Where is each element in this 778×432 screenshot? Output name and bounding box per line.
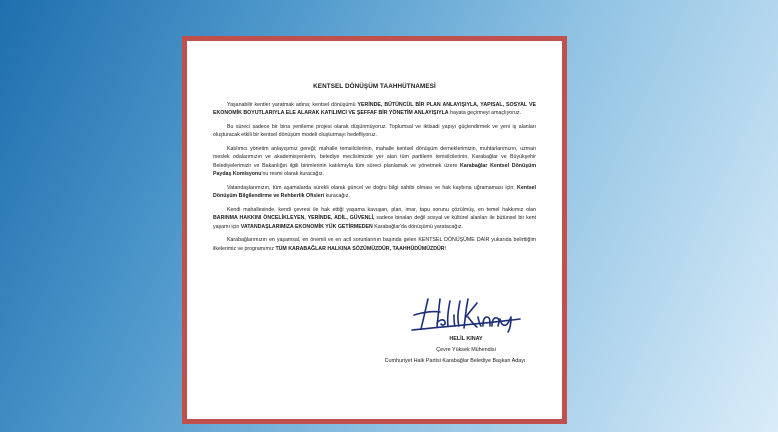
signatory-organization: Cumhuriyet Halk Partisi Karabağlar Belediye Başkan Adayı — [384, 358, 526, 364]
text: hayata geçirmeyi amaçlıyoruz. — [448, 110, 521, 117]
paragraph — [213, 236, 536, 253]
bold-text: TÜM KARABAĞLAR HALKINA SÖZÜMÜZDÜR, TAAHHÜDÜMÜZDÜR — [275, 245, 445, 252]
text: ! — [444, 245, 447, 252]
handwritten-signature — [410, 293, 522, 333]
text: Katılımcı yönetim anlayışımız gereği; mahalle temsilcilerinin, mahalle kentsel dönüşüm derneklerimizin, muhtarlarımızın, uzman meslek odalarımızın ve akademisyenlerin, belediye meclisimizde yer alan tüm partilerin temsilcilerinin, Karabağlar ve Büyükşehir Belediyelerimizir ve Bakanlığın ilgili birimlerinin katılımıyla tüm süreci planlamak ve yönetmek üzere — [213, 146, 536, 169]
paragraph — [213, 206, 536, 231]
bold-text: VATANDAŞLARIMIZA EKONOMİK YÜK GETİRMEDEN — [240, 223, 373, 230]
text: 'nu resmi olarak kuracağız. — [261, 171, 325, 178]
bold-text: BARINMA HAKKINI ÖNCELİKLEYEN, YERİNDE, ADİL, GÜVENLİ, — [213, 215, 375, 222]
text: Vatandaşlarımızın, tüm aşamalarda sürekli olarak güncel ve doğru bilgi sahibi olması ve hak kaybına uğramaması için; — [227, 184, 518, 191]
paragraph — [213, 184, 536, 201]
paragraph — [213, 101, 536, 118]
text: Yaşanabilir kentler yaratmak adına; kentsel dönüşümü — [227, 102, 358, 108]
signatory-title: Çevre Yüksek Mühendisi — [436, 347, 496, 353]
document-body — [213, 101, 536, 253]
text: Kendi mahallesinde, kendi çevresi ile hak ettiği yaşama kavuşan, plan, imar, tapu sorunu çözülmüş, en temel hakkımız olan — [227, 206, 536, 213]
bold-text: YERİNDE, BÜTÜNCÜL BİR PLAN ANLAYIŞIYLA, YAPISAL, SOSYAL VE EKONOMİK BOYUTLARIYLA ELE ALARAK KATILIMCI VE ŞEFFAF BİR YÖNETİM ANLAYIŞIYLA — [213, 102, 537, 117]
signature-block — [384, 293, 536, 364]
bold-text: Karabağlar Kentsel Dönüşüm Paydaş Komisyonu — [213, 162, 536, 178]
paragraph — [213, 145, 536, 178]
bold-text: Kentsel Dönüşüm Bilgilendirme ve Rehberlik Ofisleri — [213, 184, 536, 200]
text: Karabağlar'da dönüşümü yaratacağız. — [372, 223, 463, 230]
text: sadece binaları değil sosyal ve kültürel alanları ile bütünsel bir kent yaşamı için — [213, 215, 537, 230]
text: Karabağlarımızın en yaşamsal, en önemli ve en acil sorunlarının başında gelen KENTSEL DÖNÜŞÜME DAİR yukarıda belirttiğim ilkelerimiz ve programımız — [213, 237, 536, 252]
text: Bu süreci sadece bir bina yenileme projesi olarak düşünmüyoruz. Toplumsal ve iktisadi yapıyı güçlendirmek ve yeni iş alanları oluşturacak etkili bir kentsel dönüşüm modeli oluşturmayı hedefliyoruz. — [213, 124, 536, 139]
paragraph — [213, 123, 536, 140]
document-title: KENTSEL DÖNÜŞÜM TAAHHÜTNAMESİ — [313, 83, 436, 90]
document-page — [187, 41, 562, 419]
signatory-name: HELİL KINAY — [449, 336, 483, 342]
text: kuracağız. — [324, 193, 350, 200]
document-frame — [182, 36, 567, 424]
